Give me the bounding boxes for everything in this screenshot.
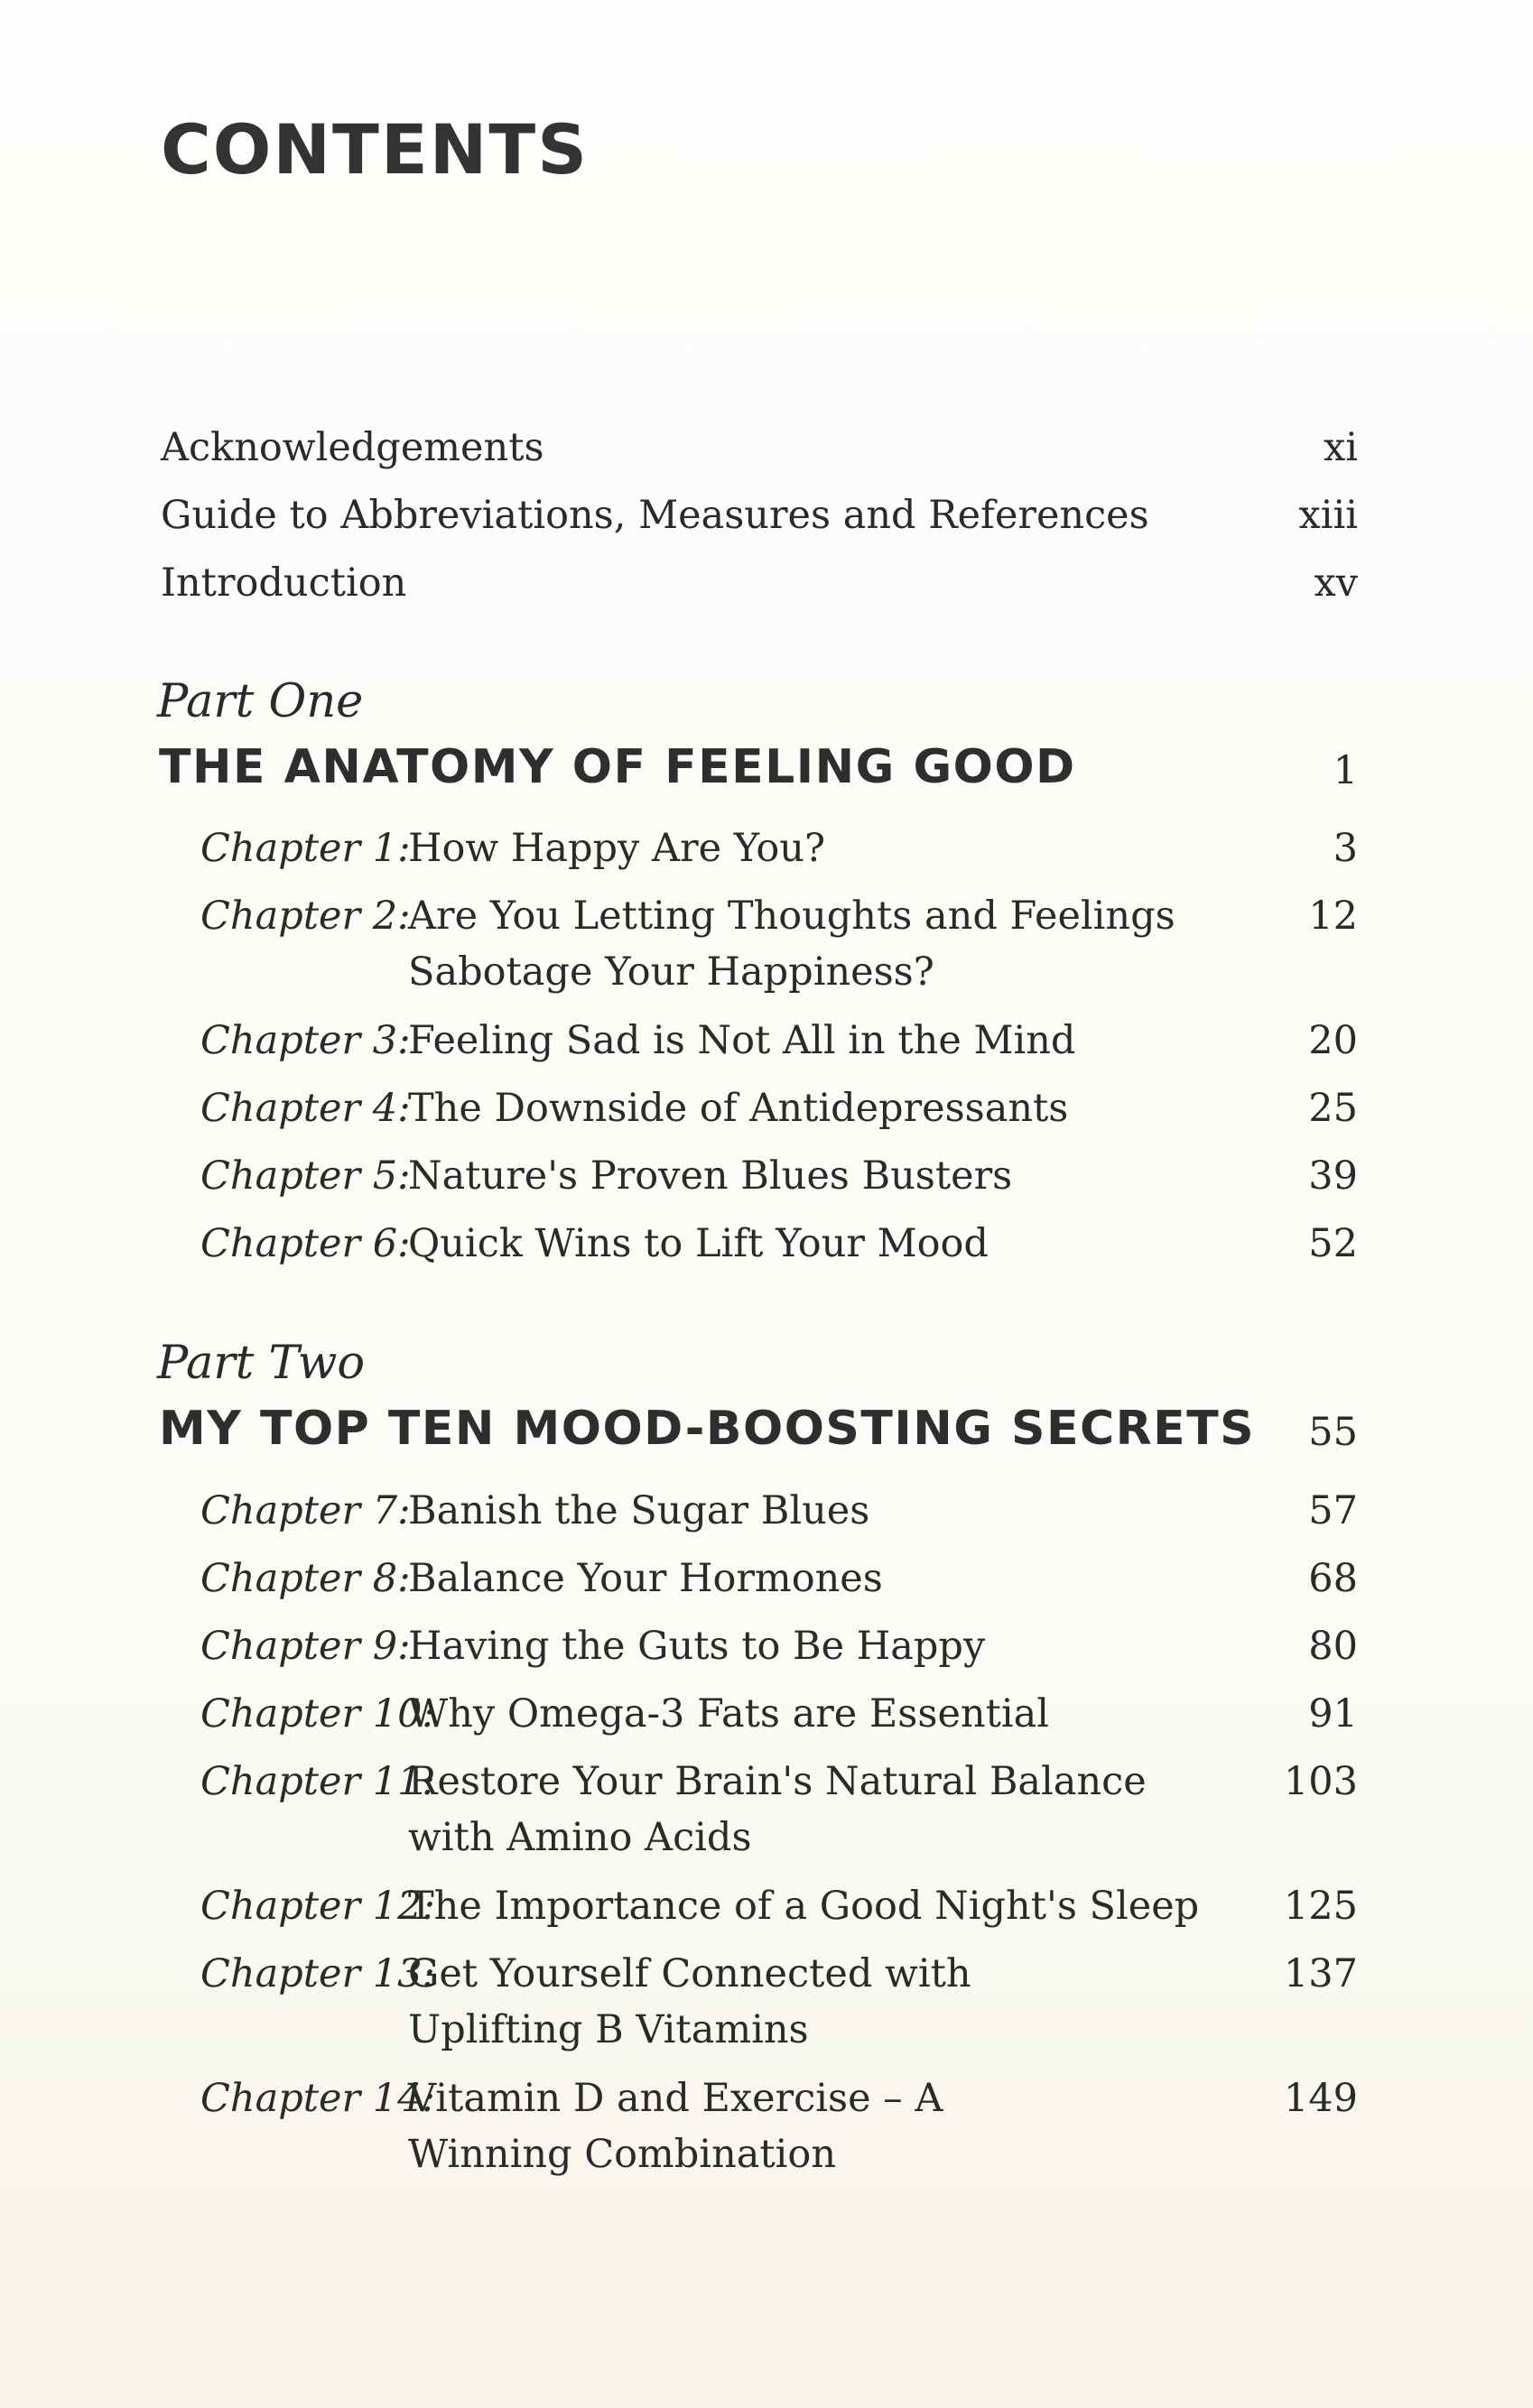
- chapter-title: How Happy Are You?: [408, 826, 826, 871]
- toc-page-number: 103: [1283, 1759, 1358, 1804]
- part-title: THE ANATOMY OF FEELING GOOD: [159, 740, 1076, 794]
- chapter-label: Chapter 9:: [200, 1624, 411, 1669]
- part-title: MY TOP TEN MOOD-BOOSTING SECRETS: [159, 1402, 1256, 1456]
- chapter-label: Chapter 12:: [200, 1884, 435, 1929]
- chapter-title: Why Omega-3 Fats are Essential: [408, 1691, 1050, 1737]
- toc-page-number: 1: [1333, 748, 1358, 793]
- toc-page-number: 39: [1308, 1153, 1358, 1199]
- chapter-label: Chapter 5:: [200, 1153, 411, 1199]
- toc-page-number: 91: [1308, 1691, 1358, 1737]
- chapter-title: Quick Wins to Lift Your Mood: [408, 1221, 989, 1266]
- chapter-title: Feeling Sad is Not All in the Mind: [408, 1018, 1076, 1063]
- chapter-label: Chapter 1:: [200, 826, 411, 871]
- chapter-label: Chapter 6:: [200, 1221, 411, 1266]
- toc-page-number: 80: [1308, 1624, 1358, 1669]
- chapter-title: Having the Guts to Be Happy: [408, 1624, 986, 1669]
- toc-page-number: 125: [1283, 1884, 1358, 1929]
- toc-page-number: xi: [1323, 425, 1358, 470]
- toc-page-number: 52: [1308, 1221, 1358, 1266]
- part-label: Part Two: [157, 1337, 366, 1390]
- chapter-label: Chapter 13:: [200, 1951, 435, 1996]
- chapter-title: Get Yourself Connected with Uplifting B Vitamins: [408, 1951, 971, 2052]
- chapter-label: Chapter 10:: [200, 1691, 435, 1737]
- chapter-label: Chapter 7:: [200, 1488, 411, 1533]
- chapter-title: Are You Letting Thoughts and Feelings Sabotage Your Happiness?: [408, 894, 1175, 995]
- chapter-title: Balance Your Hormones: [408, 1556, 883, 1601]
- toc-page-number: 68: [1308, 1556, 1358, 1601]
- page-title: CONTENTS: [161, 109, 589, 190]
- chapter-title: Nature's Proven Blues Busters: [408, 1153, 1013, 1199]
- chapter-label: Chapter 4:: [200, 1086, 411, 1131]
- chapter-label: Chapter 3:: [200, 1018, 411, 1063]
- toc-page-number: 137: [1283, 1951, 1358, 1996]
- toc-entry-title: Introduction: [161, 560, 407, 606]
- chapter-title: Vitamin D and Exercise – A Winning Combination: [408, 2076, 943, 2177]
- toc-entry-title: Guide to Abbreviations, Measures and References: [161, 493, 1149, 538]
- chapter-label: Chapter 2:: [200, 894, 411, 939]
- toc-page-number: 20: [1308, 1018, 1358, 1063]
- part-label: Part One: [157, 675, 364, 728]
- chapter-title: Banish the Sugar Blues: [408, 1488, 870, 1533]
- toc-page-number: 3: [1333, 826, 1358, 871]
- chapter-title: The Downside of Antidepressants: [408, 1086, 1069, 1131]
- toc-entry-title: Acknowledgements: [161, 425, 544, 470]
- chapter-label: Chapter 14:: [200, 2076, 435, 2121]
- chapter-label: Chapter 11:: [200, 1759, 435, 1804]
- toc-page-number: 57: [1308, 1488, 1358, 1533]
- toc-page-number: 25: [1308, 1086, 1358, 1131]
- chapter-label: Chapter 8:: [200, 1556, 411, 1601]
- toc-page-number: 149: [1283, 2076, 1358, 2121]
- chapter-title: The Importance of a Good Night's Sleep: [408, 1884, 1200, 1929]
- toc-page-number: 55: [1308, 1410, 1358, 1455]
- toc-page-number: 12: [1308, 894, 1358, 939]
- chapter-title: Restore Your Brain's Natural Balance with Amino Acids: [408, 1759, 1147, 1860]
- toc-page-number: xiii: [1298, 493, 1358, 538]
- toc-page-number: xv: [1314, 560, 1358, 606]
